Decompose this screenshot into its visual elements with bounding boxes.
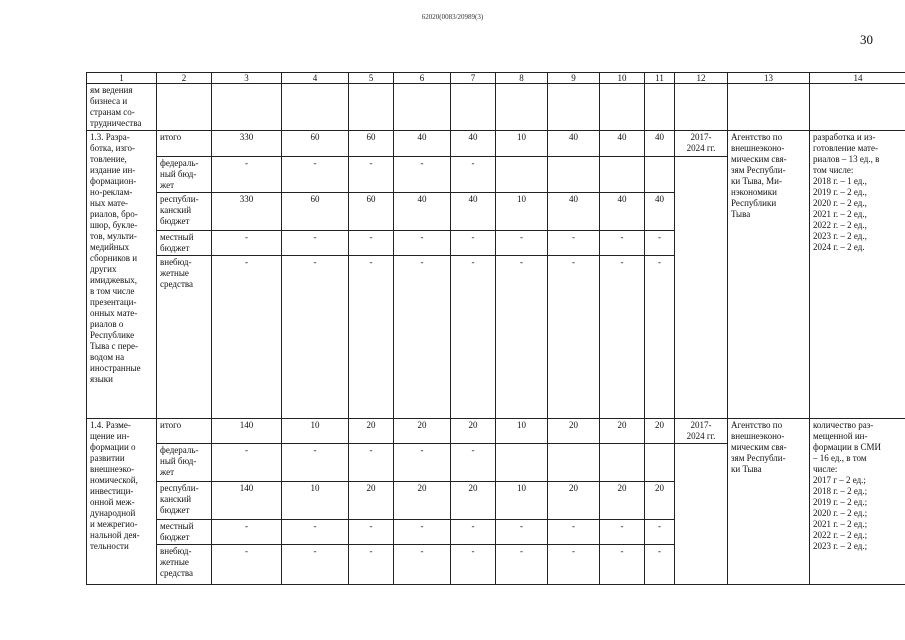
column-number: 10 [600, 73, 645, 84]
amount-cell: 20 [600, 482, 645, 520]
amount-cell: 40 [548, 131, 600, 157]
amount-cell: 20 [600, 419, 645, 444]
amount-cell: 20 [645, 419, 675, 444]
funding-source: местный бюджет [157, 520, 212, 545]
amount-cell: - [451, 256, 496, 419]
amount-cell: - [548, 545, 600, 585]
amount-cell: - [451, 444, 496, 482]
amount-cell: - [394, 256, 451, 419]
document-code: 62020(0083/20989(3) [421, 13, 484, 21]
amount-cell: 40 [394, 193, 451, 231]
column-number: 12 [675, 73, 728, 84]
amount-cell: - [282, 545, 349, 585]
column-number: 13 [728, 73, 810, 84]
amount-cell: 20 [394, 482, 451, 520]
amount-cell: - [600, 545, 645, 585]
amount-cell: 40 [600, 131, 645, 157]
amount-cell: - [645, 545, 675, 585]
executor-cell: Агентство по внешнеэконо- мическим свя- зям Республи- ки Тыва, Ми- нэкономики Республики Тыва [728, 131, 810, 419]
period-cell: 2017- 2024 гг. [675, 131, 728, 157]
amount-cell: - [212, 545, 282, 585]
program-table [86, 72, 905, 585]
measure-title: 1.4. Разме- щение ин- формации о развитии внешнеэко- номической, инвестици- онной меж- дународной и межрегио- нальной дея- тельности [87, 419, 157, 585]
column-number: 11 [645, 73, 675, 84]
amount-cell: - [548, 231, 600, 256]
amount-cell: 10 [282, 482, 349, 520]
amount-cell: 20 [451, 419, 496, 444]
column-number: 1 [87, 73, 157, 84]
funding-source: внебюд- жетные средства [157, 545, 212, 585]
amount-cell: 40 [451, 131, 496, 157]
amount-cell: - [394, 520, 451, 545]
amount-cell: - [394, 231, 451, 256]
funding-row [87, 131, 905, 157]
amount-cell: - [394, 444, 451, 482]
amount-cell [600, 157, 645, 193]
amount-cell [645, 444, 675, 482]
amount-cell: 20 [349, 419, 394, 444]
funding-source: итого [157, 419, 212, 444]
column-number: 3 [212, 73, 282, 84]
column-number: 4 [282, 73, 349, 84]
amount-cell: - [496, 256, 548, 419]
amount-cell: 60 [282, 131, 349, 157]
column-number: 9 [548, 73, 600, 84]
amount-cell: 10 [496, 193, 548, 231]
period-cell: 2017- 2024 гг. [675, 419, 728, 444]
amount-cell: - [282, 444, 349, 482]
column-number: 14 [810, 73, 905, 84]
continued-row [87, 84, 905, 131]
continued-measure-text: ям ведения бизнеса и странам со- трудничества [87, 84, 157, 131]
amount-cell [496, 444, 548, 482]
executor-cell: Агентство по внешнеэконо- мическим свя- зям Республи- ки Тыва [728, 419, 810, 585]
amount-cell: 10 [496, 131, 548, 157]
amount-cell: 20 [394, 419, 451, 444]
funding-source: федераль- ный бюд- жет [157, 444, 212, 482]
column-number: 2 [157, 73, 212, 84]
amount-cell: - [645, 520, 675, 545]
amount-cell: 60 [282, 193, 349, 231]
funding-source: местный бюджет [157, 231, 212, 256]
column-number: 7 [451, 73, 496, 84]
amount-cell: 40 [645, 193, 675, 231]
amount-cell [645, 157, 675, 193]
amount-cell: - [282, 520, 349, 545]
column-number-row [87, 73, 905, 84]
amount-cell: 40 [394, 131, 451, 157]
amount-cell: - [496, 520, 548, 545]
amount-cell: - [600, 256, 645, 419]
amount-cell: 20 [548, 419, 600, 444]
amount-cell: - [645, 231, 675, 256]
amount-cell: - [282, 231, 349, 256]
amount-cell: - [349, 231, 394, 256]
result-cell: количество раз- мещенной ин- формации в СМИ – 16 ед., в том числе: 2017 г – 2 ед.; 2018 г. – 2 ед.; 2019 г. – 2 ед.; 2020 г. – 2 ед.; 2021 г. – 2 ед.; 2022 г. – 2 ед.; 2023 г. – 2 ед.; [810, 419, 905, 585]
amount-cell: - [394, 545, 451, 585]
amount-cell: - [548, 256, 600, 419]
amount-cell: 10 [496, 419, 548, 444]
amount-cell: 40 [645, 131, 675, 157]
result-cell: разработка и из- готовление мате- риалов – 13 ед., в том числе: 2018 г. – 1 ед., 2019 г. – 2 ед., 2020 г. – 2 ед., 2021 г. – 2 ед., 2022 г. – 2 ед., 2023 г. – 2 ед., 2024 г. – 2 ед. [810, 131, 905, 419]
page-number: 30 [860, 32, 873, 47]
amount-cell: 140 [212, 482, 282, 520]
amount-cell: 20 [645, 482, 675, 520]
amount-cell: - [212, 444, 282, 482]
amount-cell [496, 157, 548, 193]
amount-cell: - [496, 545, 548, 585]
amount-cell: - [349, 520, 394, 545]
amount-cell: - [282, 157, 349, 193]
amount-cell: - [349, 157, 394, 193]
funding-source: итого [157, 131, 212, 157]
funding-source: республи- канский бюджет [157, 482, 212, 520]
amount-cell: - [349, 256, 394, 419]
amount-cell: 20 [451, 482, 496, 520]
period-empty-cell [675, 157, 728, 419]
amount-cell: - [394, 157, 451, 193]
amount-cell: - [282, 256, 349, 419]
amount-cell: 40 [600, 193, 645, 231]
amount-cell: - [645, 256, 675, 419]
column-number: 6 [394, 73, 451, 84]
amount-cell: - [349, 444, 394, 482]
funding-source: федераль- ный бюд- жет [157, 157, 212, 193]
amount-cell: 60 [349, 193, 394, 231]
measure-title: 1.3. Разра- ботка, изго- товление, издание ин- формацион- но-реклам- ных мате- риалов, бро- шюр, букле- тов, мульти- медийных сборников и других имиджевых, в том числе презентаци- онных мате- риалов о Республике Тыва с пере- водом на иностранные языки [87, 131, 157, 419]
amount-cell [548, 157, 600, 193]
amount-cell: 10 [496, 482, 548, 520]
amount-cell: 330 [212, 193, 282, 231]
amount-cell: - [349, 545, 394, 585]
amount-cell: 40 [548, 193, 600, 231]
amount-cell: - [212, 256, 282, 419]
amount-cell: 10 [282, 419, 349, 444]
column-number: 8 [496, 73, 548, 84]
amount-cell: - [212, 231, 282, 256]
amount-cell [600, 444, 645, 482]
amount-cell: - [600, 231, 645, 256]
period-empty-cell [675, 444, 728, 585]
amount-cell: - [548, 520, 600, 545]
amount-cell: - [451, 231, 496, 256]
amount-cell: - [496, 231, 548, 256]
amount-cell: - [212, 157, 282, 193]
amount-cell: - [451, 545, 496, 585]
amount-cell: - [600, 520, 645, 545]
amount-cell: 20 [548, 482, 600, 520]
amount-cell [548, 444, 600, 482]
amount-cell: 40 [451, 193, 496, 231]
amount-cell: - [212, 520, 282, 545]
amount-cell: 330 [212, 131, 282, 157]
funding-source: республи- канский бюджет [157, 193, 212, 231]
amount-cell: 140 [212, 419, 282, 444]
amount-cell: 60 [349, 131, 394, 157]
funding-row [87, 419, 905, 444]
column-number: 5 [349, 73, 394, 84]
funding-source: внебюд- жетные средства [157, 256, 212, 419]
amount-cell: - [451, 157, 496, 193]
amount-cell: 20 [349, 482, 394, 520]
amount-cell: - [451, 520, 496, 545]
